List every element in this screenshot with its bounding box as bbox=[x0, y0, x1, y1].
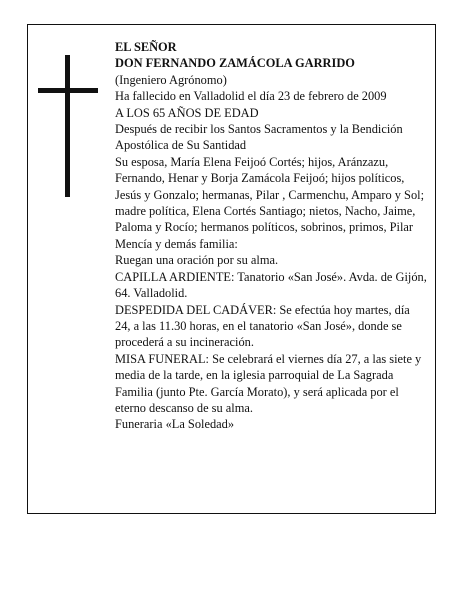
deceased-name: DON FERNANDO ZAMÁCOLA GARRIDO bbox=[115, 56, 355, 71]
obituary-text bbox=[115, 39, 427, 433]
obituary-notice bbox=[27, 24, 436, 514]
family-paragraph: Su esposa, María Elena Feijoó Cortés; hijos, Aránzazu, Fernando, Henar y Borja Zamácola Feijoó; hijos políticos, Jesús y Gonzalo; hermanas, Pilar , Carmenchu, Amparo y Sol; madre política, Elena Cortés Santiago; nietos, Nacho, Jaime, Paloma y Rocío; hermanos políticos, sobrinos, primos, Pilar Mencía y demás familia: bbox=[115, 154, 425, 251]
chapel-paragraph: CAPILLA ARDIENTE: Tanatorio «San José». Avda. de Gijón, 64. Valladolid. bbox=[115, 269, 427, 301]
cross-vertical-bar bbox=[65, 55, 70, 197]
obituary-title: EL SEÑOR bbox=[115, 40, 177, 54]
deceased-profession: (Ingeniero Agrónomo) bbox=[115, 72, 227, 87]
sacraments-paragraph: Después de recibir los Santos Sacramentos y la Bendición Apostólica de Su Santidad bbox=[115, 122, 403, 153]
prayer-line: Ruegan una oración por su alma. bbox=[115, 253, 279, 268]
age-line: A LOS 65 AÑOS DE EDAD bbox=[115, 105, 259, 120]
cross-horizontal-bar bbox=[38, 88, 98, 93]
farewell-paragraph: DESPEDIDA DEL CADÁVER: Se efectúa hoy martes, día 24, a las 11.30 horas, en el tanatorio «San José», donde se procederá a su incineración. bbox=[115, 302, 410, 350]
mass-paragraph: MISA FUNERAL: Se celebrará el viernes día 27, a las siete y media de la tarde, en la iglesia parroquial de La Sagrada Familia (junto Pte. García Morato), y será aplicada por el eterno descanso de su alma. bbox=[115, 351, 422, 415]
latin-cross-icon bbox=[38, 55, 98, 197]
funeral-home-line: Funeraria «La Soledad» bbox=[115, 417, 235, 432]
death-line: Ha fallecido en Valladolid el día 23 de febrero de 2009 bbox=[115, 89, 387, 104]
